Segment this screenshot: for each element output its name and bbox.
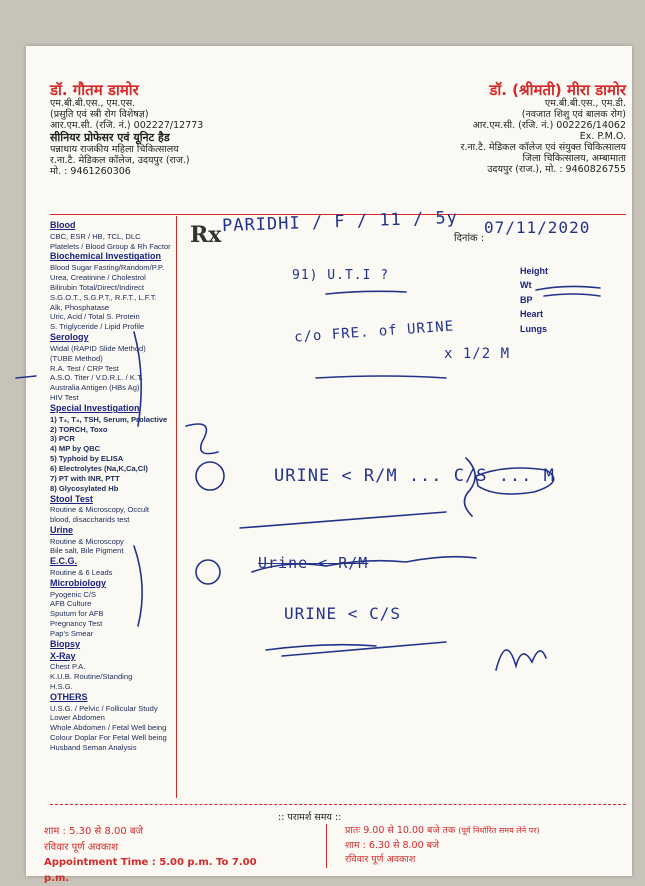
investigation-heading: Biopsy [50, 638, 81, 649]
investigation-item: 4) MP by QBC [50, 444, 101, 454]
patient-details: PARIDHI / F / 11 / 5y [221, 207, 459, 237]
diagnosis-line: 91) U.T.I ? [292, 268, 390, 283]
left-doctor-line: आर.एम.सी. (रजि. नं.) 002227/12773 [50, 120, 204, 132]
investigation-item: CBC, ESR / HB, TCL, DLC [50, 231, 141, 241]
investigation-item: 1) T₃, T₄, TSH, Serum, Prolactive [50, 414, 168, 424]
investigation-item: K.U.B. Routine/Standing [50, 672, 133, 682]
left-doctor-phone: मो. : 9461260306 [50, 165, 131, 177]
underline-complaint [316, 376, 446, 378]
footer-left [44, 824, 280, 886]
handwriting-strokes [26, 46, 632, 876]
vitals-wt-line [536, 286, 600, 290]
rx-symbol: Rx [190, 222, 222, 248]
investigation-item: blood, disaccharids test [50, 515, 130, 525]
date-value: 07/11/2020 [484, 218, 591, 237]
sunday-holiday-right: रविवार पूर्ण अवकाश [345, 854, 416, 866]
investigation-item: A.S.O. Titer / V.D.R.L. / K.T. [50, 373, 143, 383]
vital-bp: BP [520, 294, 533, 305]
investigation-heading: Stool Test [50, 493, 93, 504]
appointment-time: Appointment Time : 5.00 p.m. To 7.00 p.m. [44, 857, 257, 884]
left-doctor-line: एम.बी.बी.एस., एम.एस. [50, 98, 136, 110]
prescription-item-3: URINE < C/S [284, 604, 401, 623]
investigation-item: Colour Doplar For Fetal Well being [50, 733, 167, 743]
investigation-item: 7) PT with INR, PTT [50, 473, 120, 483]
underline-uti [326, 291, 406, 294]
arrow-line-1 [240, 512, 446, 528]
investigation-heading: E.C.G. [50, 556, 78, 567]
investigation-heading: Serology [50, 332, 89, 343]
investigation-item: Bile salt, Bile Pigment [50, 546, 124, 556]
investigation-item: Urea, Creatinine / Cholestrol [50, 272, 146, 282]
investigation-item: 6) Electrolytes (Na,K,Ca,Cl) [50, 463, 148, 473]
morning-timing [345, 824, 645, 839]
investigation-heading: Biochemical Investigation [50, 251, 162, 262]
right-doctor-line: Ex. P.M.O. [579, 131, 626, 143]
investigation-item: HIV Test [50, 393, 79, 403]
arrow-line-2 [282, 642, 446, 656]
vital-heart: Heart [520, 309, 544, 320]
investigation-item: Platelets / Blood Group & Rh Factor [50, 241, 171, 251]
right-doctor-line: आर.एम.सी. (रजि. नं.) 002226/14062 [472, 120, 626, 132]
investigation-item: Routine & Microscopy [50, 536, 124, 546]
investigation-item: R.A. Test / CRP Test [50, 363, 119, 373]
prescription-sheet [26, 46, 632, 884]
rx-mark-2 [186, 424, 218, 454]
right-doctor-phone: उदयपुर (राज.), मो. : 9460826755 [487, 163, 626, 175]
investigation-item: 3) PCR [50, 434, 75, 444]
complaint-duration: x 1/2 M [444, 346, 511, 362]
investigation-item: U.S.G. / Pelvic / Follicular Study [50, 703, 158, 713]
investigation-item: H.S.G. [50, 681, 73, 691]
investigation-heading: Special Investigation [50, 402, 140, 413]
investigation-heading: Microbiology [50, 577, 106, 588]
investigation-heading: Blood [50, 220, 76, 230]
investigation-item: Uric, Acid / Total S. Protein [50, 312, 140, 322]
sunday-holiday: रविवार पूर्ण अवकाश [44, 841, 119, 853]
left-doctor-name: डॉ. गौतम डामोर [50, 81, 139, 99]
consultation-time-label: :: परामर्श समय :: [272, 810, 347, 823]
investigation-heading: X-Ray [50, 650, 76, 661]
investigation-item: Pap's Smear [50, 629, 94, 638]
investigation-item: Australia Antigen (HBs Ag) [50, 383, 140, 393]
item-circle-1 [196, 462, 224, 490]
investigation-item: Alk, Phosphatase [50, 302, 110, 312]
left-doctor-line: पन्नाधाय राजकीय महिला चिकित्सालय [50, 143, 179, 155]
investigation-item: Routine & 6 Leads [50, 568, 113, 578]
right-doctor-line: र.ना.टै. मेडिकल कॉलेज एवं संयुक्त चिकित्सालय [460, 141, 626, 153]
investigation-item: Husband Seman Analysis [50, 742, 137, 752]
prescription-item-1: URINE < R/M ... C/S ... M [274, 466, 555, 486]
footer-right [326, 824, 645, 868]
prescription-item-2: Urine < R/M [258, 554, 369, 572]
evening-timing-right: शाम : 6.30 से 8.00 बजे [345, 839, 440, 851]
investigation-item: Lower Abdomen [50, 713, 105, 723]
vitals-wt-line-2 [544, 294, 600, 296]
margin-stroke-2 [134, 546, 142, 626]
investigation-item: Chest P.A. [50, 662, 86, 672]
right-doctor-line: (नवजात शिशु एवं बालक रोग) [521, 109, 626, 121]
investigation-item: Blood Sugar Fasting/Random/P.P. [50, 263, 165, 273]
right-doctor-line: एम.बी.बी.एस., एम.डी. [544, 98, 626, 110]
side-tick [16, 376, 36, 378]
right-doctor-name: डॉ. (श्रीमती) मीरा डामोर [489, 81, 626, 99]
left-doctor-line: र.ना.टै. मेडिकल कॉलेज, उदयपुर (राज.) [50, 154, 190, 166]
investigation-item: AFB Culture [50, 599, 92, 609]
left-doctor-line: सीनियर प्रोफेसर एवं यूनिट हैड [50, 131, 170, 145]
investigation-item: Pyogenic C/S [50, 589, 97, 599]
signature [496, 650, 546, 670]
investigation-heading: Urine [50, 524, 74, 535]
investigation-item: Sputum for AFB [50, 609, 104, 619]
complaint-line: c/o FRE. of URINE [293, 318, 455, 346]
investigation-item: S.G.O.T., S.G.P.T., R.F.T., L.F.T. [50, 292, 157, 302]
morning-timing-text: प्रातः 9.00 से 10.00 बजे तक [345, 825, 456, 836]
investigation-heading: OTHERS [50, 691, 88, 702]
investigation-item: Bilirubin Total/Direct/Indirect [50, 282, 144, 292]
vital-lungs: Lungs [520, 323, 547, 334]
morning-timing-note: (पूर्व निर्धारित समय लेने पर) [458, 826, 540, 835]
investigation-item: 5) Typhoid by ELISA [50, 454, 124, 464]
investigation-item: 2) TORCH, Toxo [50, 424, 108, 434]
right-doctor-line: जिला चिकित्सालय, अम्बामाता [522, 152, 626, 164]
investigation-item: Routine & Microscopy, Occult [50, 505, 150, 515]
margin-stroke [134, 332, 141, 426]
vital-height: Height [520, 266, 548, 276]
investigation-item: (TUBE Method) [50, 353, 103, 363]
investigation-item: Whole Abdomen / Fetal Well being [50, 723, 167, 733]
investigation-item: Pregnancy Test [50, 619, 103, 629]
item-circle-2 [196, 560, 220, 584]
investigation-item: 8) Glycosylated Hb [50, 483, 119, 493]
evening-timing: शाम : 5.30 से 8.00 बजे [44, 826, 144, 837]
date-label: दिनांक : [454, 233, 485, 244]
investigation-item: S. Triglyceride / Lipid Profile [50, 322, 145, 332]
vital-weight: Wt [520, 280, 532, 291]
investigation-item: Widal (RAPID Slide Method) [50, 343, 146, 353]
footer-divider [50, 804, 626, 805]
left-doctor-line: (प्रसुति एवं स्त्री रोग विशेषज्ञ) [50, 109, 149, 121]
